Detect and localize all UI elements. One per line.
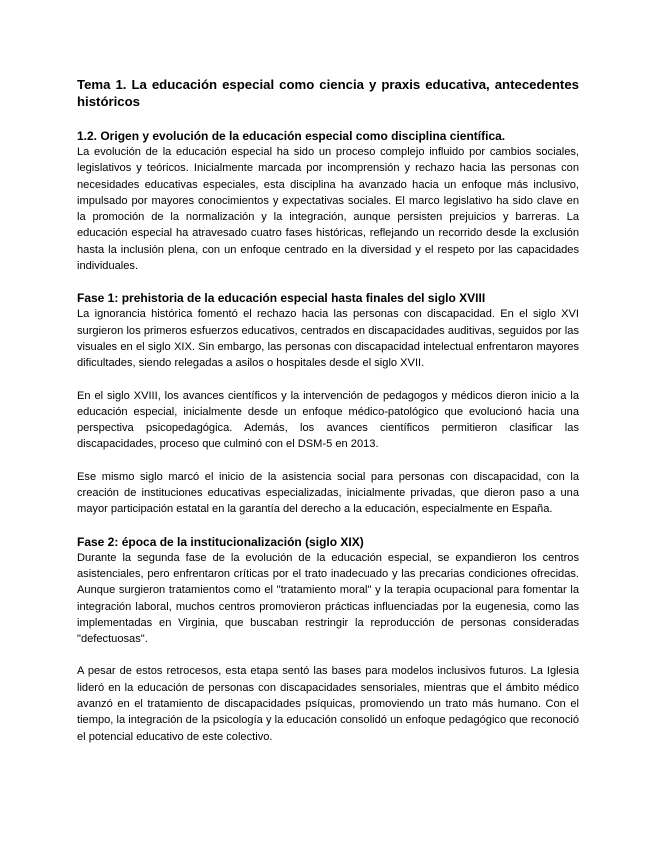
paragraph: La ignorancia histórica fomentó el rechazo hacia las personas con discapacidad. En el siglo XVI surgieron los primeros esfuerzos educativos, centrados en discapacidades auditivas, seguidos por las visuales en el siglo XIX. Sin embargo, las personas con discapacidad intelectual enfrentaron mayores dificultades, siendo relegadas a asilos o hospitales desde el siglo XVII. [77,308,579,370]
section-heading: Fase 1: prehistoria de la educación especial hasta finales del siglo XVIII [77,291,486,306]
document-page [77,76,579,761]
paragraph: Ese mismo siglo marcó el inicio de la asistencia social para personas con discapacidad, con la creación de instituciones educativas especializadas, inicialmente privadas, que dieron paso a una mayor participación estatal en la garantía del derecho a la educación, especialmente en España. [77,470,579,516]
section-heading: Fase 2: época de la institucionalización (siglo XIX) [77,534,364,549]
section-fase-2 [77,534,579,745]
paragraph: La evolución de la educación especial ha sido un proceso complejo influido por cambios sociales, legislativos y teóricos. Inicialmente marcada por incomprensión y rechazo hacia las personas con necesidades educativas especiales, esta disciplina ha avanzado hacia un enfoque más inclusivo, impulsado por mayores conocimientos y expectativas sociales. El marco legislativo ha sido clave en la promoción de la normalización y la integración, aunque persisten prejuicios y barreras. La educación especial ha atravesado cuatro fases históricas, reflejando un recorrido desde la exclusión hasta la inclusión plena, con un enfoque centrado en la diversidad y el respeto por las capacidades individuales. [77,146,579,273]
document-title: Tema 1. La educación especial como ciencia y praxis educativa, antecedentes históricos [77,77,579,109]
section-fase-1 [77,290,579,517]
paragraph: A pesar de estos retrocesos, esta etapa sentó las bases para modelos inclusivos futuros. La Iglesia lideró en la educación de personas con discapacidades sensoriales, mientras que el ámbito médico avanzó en el tratamiento de discapacidades psíquicas, promoviendo un trato más humano. Con el tiempo, la integración de la psicología y la educación consolidó un enfoque pedagógico que reconoció el potencial educativo de este colectivo. [77,665,579,743]
paragraph: Durante la segunda fase de la evolución de la educación especial, se expandieron los centros asistenciales, pero enfrentaron críticas por el trato inadecuado y las precarias condiciones ofrecidas. Aunque surgieron tratamientos como el "tratamiento moral" y la terapia ocupacional para fomentar la integración laboral, muchos centros promovieron prácticas influenciadas por la eugenesia, como las implementadas en Virginia, que buscaban restringir la reproducción de personas consideradas "defectuosas". [77,551,579,646]
paragraph: En el siglo XVIII, los avances científicos y la intervención de pedagogos y médicos dieron inicio a la educación especial, inicialmente desde un enfoque médico-patológico que evolucionó hacia una perspectiva psicopedagógica. Además, los avances científicos permitieron clasificar las discapacidades, proceso que culminó con el DSM-5 en 2013. [77,389,579,451]
section-origen [77,128,579,274]
section-heading: 1.2. Origen y evolución de la educación especial como disciplina científica. [77,129,506,143]
